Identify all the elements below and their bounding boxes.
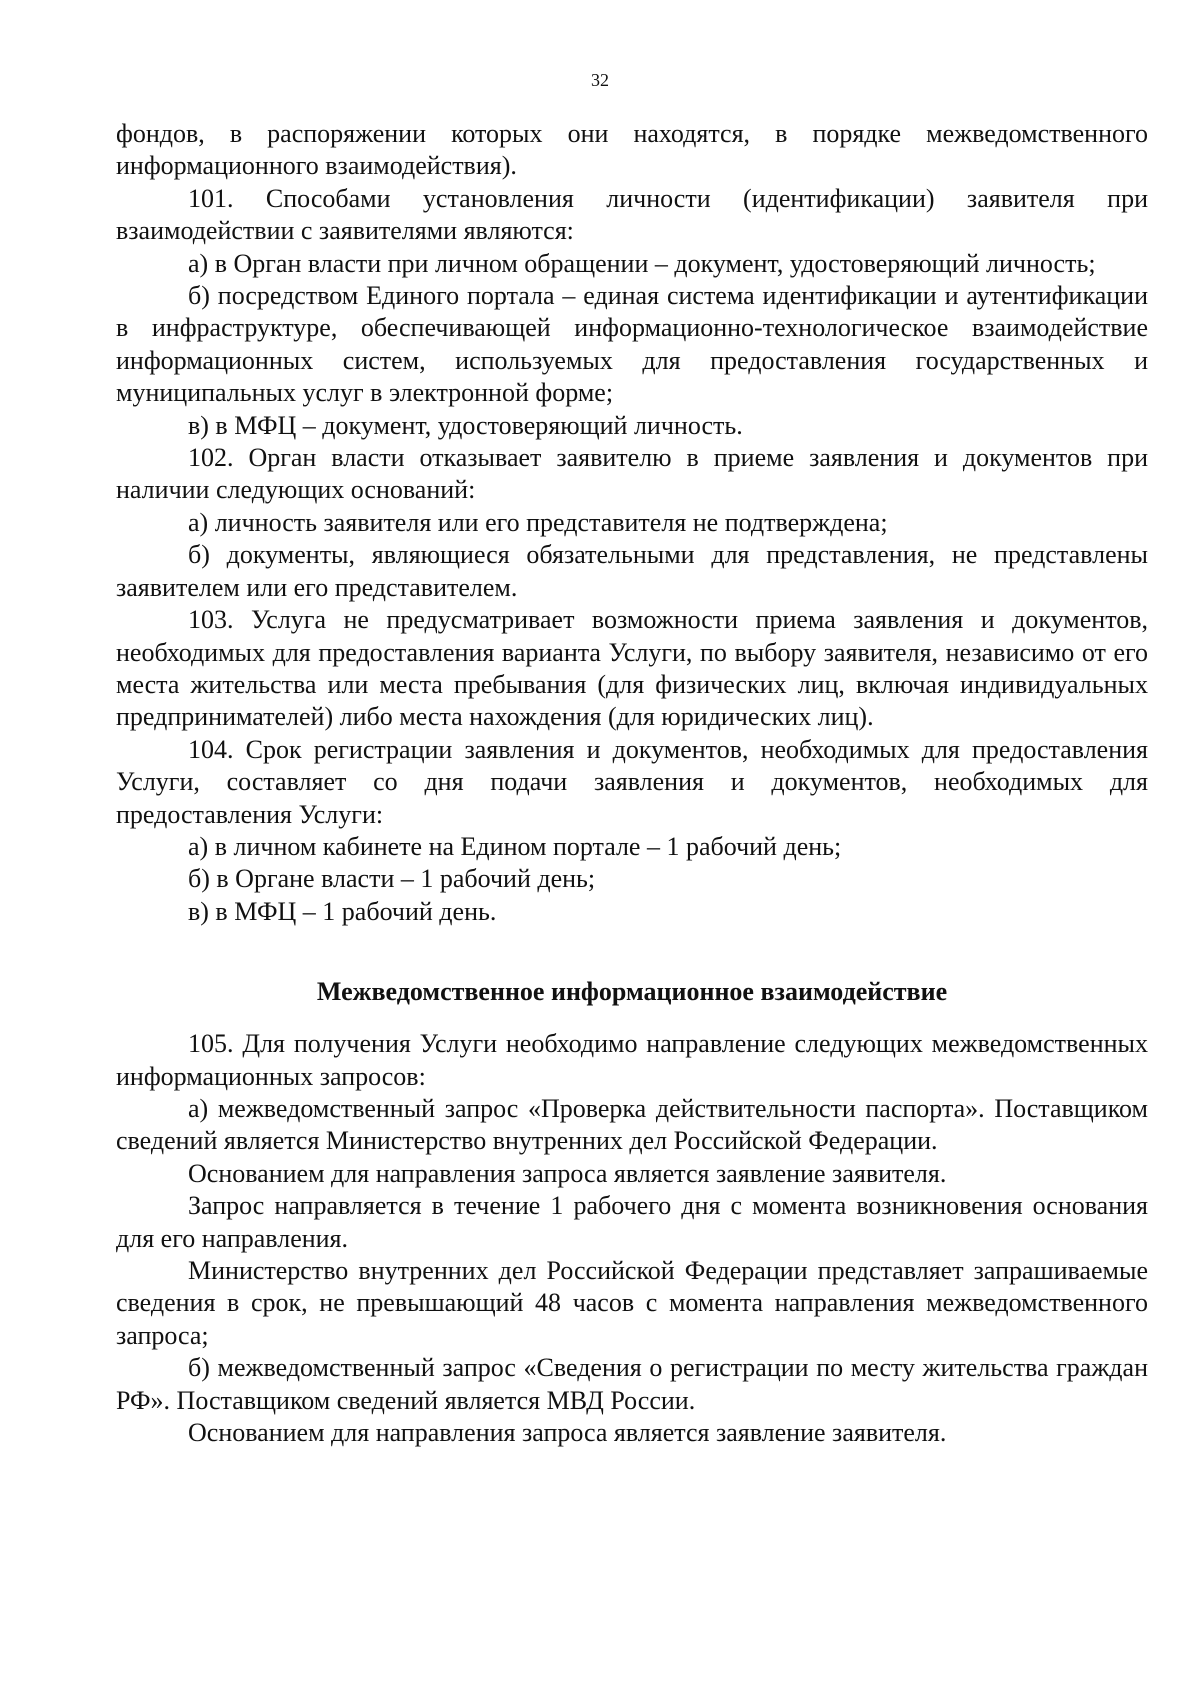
paragraph: а) межведомственный запрос «Проверка действительности паспорта». Поставщиком сведений является Министерство внутренних дел Российской Федерации. (116, 1093, 1148, 1156)
paragraph: 104. Срок регистрации заявления и документов, необходимых для предоставления Услуги, составляет со дня подачи заявления и документов, необходимых для предоставления Услуги: (116, 734, 1148, 829)
paragraph: а) личность заявителя или его представителя не подтверждена; (188, 507, 888, 537)
document-body (116, 118, 1148, 1449)
paragraphs-before-heading (116, 118, 1148, 928)
paragraph: б) межведомственный запрос «Сведения о регистрации по месту жительства граждан РФ». Поставщиком сведений является МВД России. (116, 1353, 1148, 1415)
paragraphs-after-heading (116, 1028, 1148, 1449)
paragraph: 103. Услуга не предусматривает возможности приема заявления и документов, необходимых для предоставления варианта Услуги, по выбору заявителя, независимо от его места жительства или места пребывания (для физических лиц, включая индивидуальных предпринимателей) либо места нахождения (для юридических лиц). (116, 605, 1148, 732)
paragraph: а) в Орган власти при личном обращении – документ, удостоверяющий личность; (188, 248, 1096, 278)
paragraph: 105. Для получения Услуги необходимо направление следующих межведомственных информационных запросов: (116, 1029, 1148, 1091)
paragraph: Министерство внутренних дел Российской Федерации представляет запрашиваемые сведения в срок, не превышающий 48 часов с момента направления межведомственного запроса; (116, 1256, 1148, 1350)
page-number: 32 (591, 70, 609, 90)
paragraph: в) в МФЦ – документ, удостоверяющий личность. (188, 410, 743, 440)
paragraph: в) в МФЦ – 1 рабочий день. (188, 896, 497, 926)
paragraph: Основанием для направления запроса является заявление заявителя. (188, 1158, 947, 1188)
paragraph: Основанием для направления запроса является заявление заявителя. (188, 1418, 947, 1448)
section-heading: Межведомственное информационное взаимодействие (316, 977, 948, 1007)
spacer (116, 1008, 1148, 1028)
paragraph: 101. Способами установления личности (идентификации) заявителя при взаимодействии с заявителями являются: (116, 183, 1148, 246)
paragraph: а) в личном кабинете на Едином портале – 1 рабочий день; (188, 831, 842, 861)
paragraph: б) в Органе власти – 1 рабочий день; (188, 864, 596, 894)
paragraph: б) посредством Единого портала – единая система идентификации и аутентификации в инфраструктуре, обеспечивающей информационно-технологическое взаимодействие информационных систем, используемых для предоставления государственных и муниципальных услуг в электронной форме; (116, 281, 1148, 408)
paragraph: фондов, в распоряжении которых они находятся, в порядке межведомственного информационного взаимодействия). (116, 119, 1148, 181)
spacer (116, 928, 1148, 976)
paragraph: б) документы, являющиеся обязательными для представления, не представлены заявителем или его представителем. (116, 540, 1148, 602)
paragraph: Запрос направляется в течение 1 рабочего дня с момента возникновения основания для его направления. (116, 1191, 1148, 1253)
paragraph: 102. Орган власти отказывает заявителю в приеме заявления и документов при наличии следующих оснований: (116, 443, 1148, 505)
